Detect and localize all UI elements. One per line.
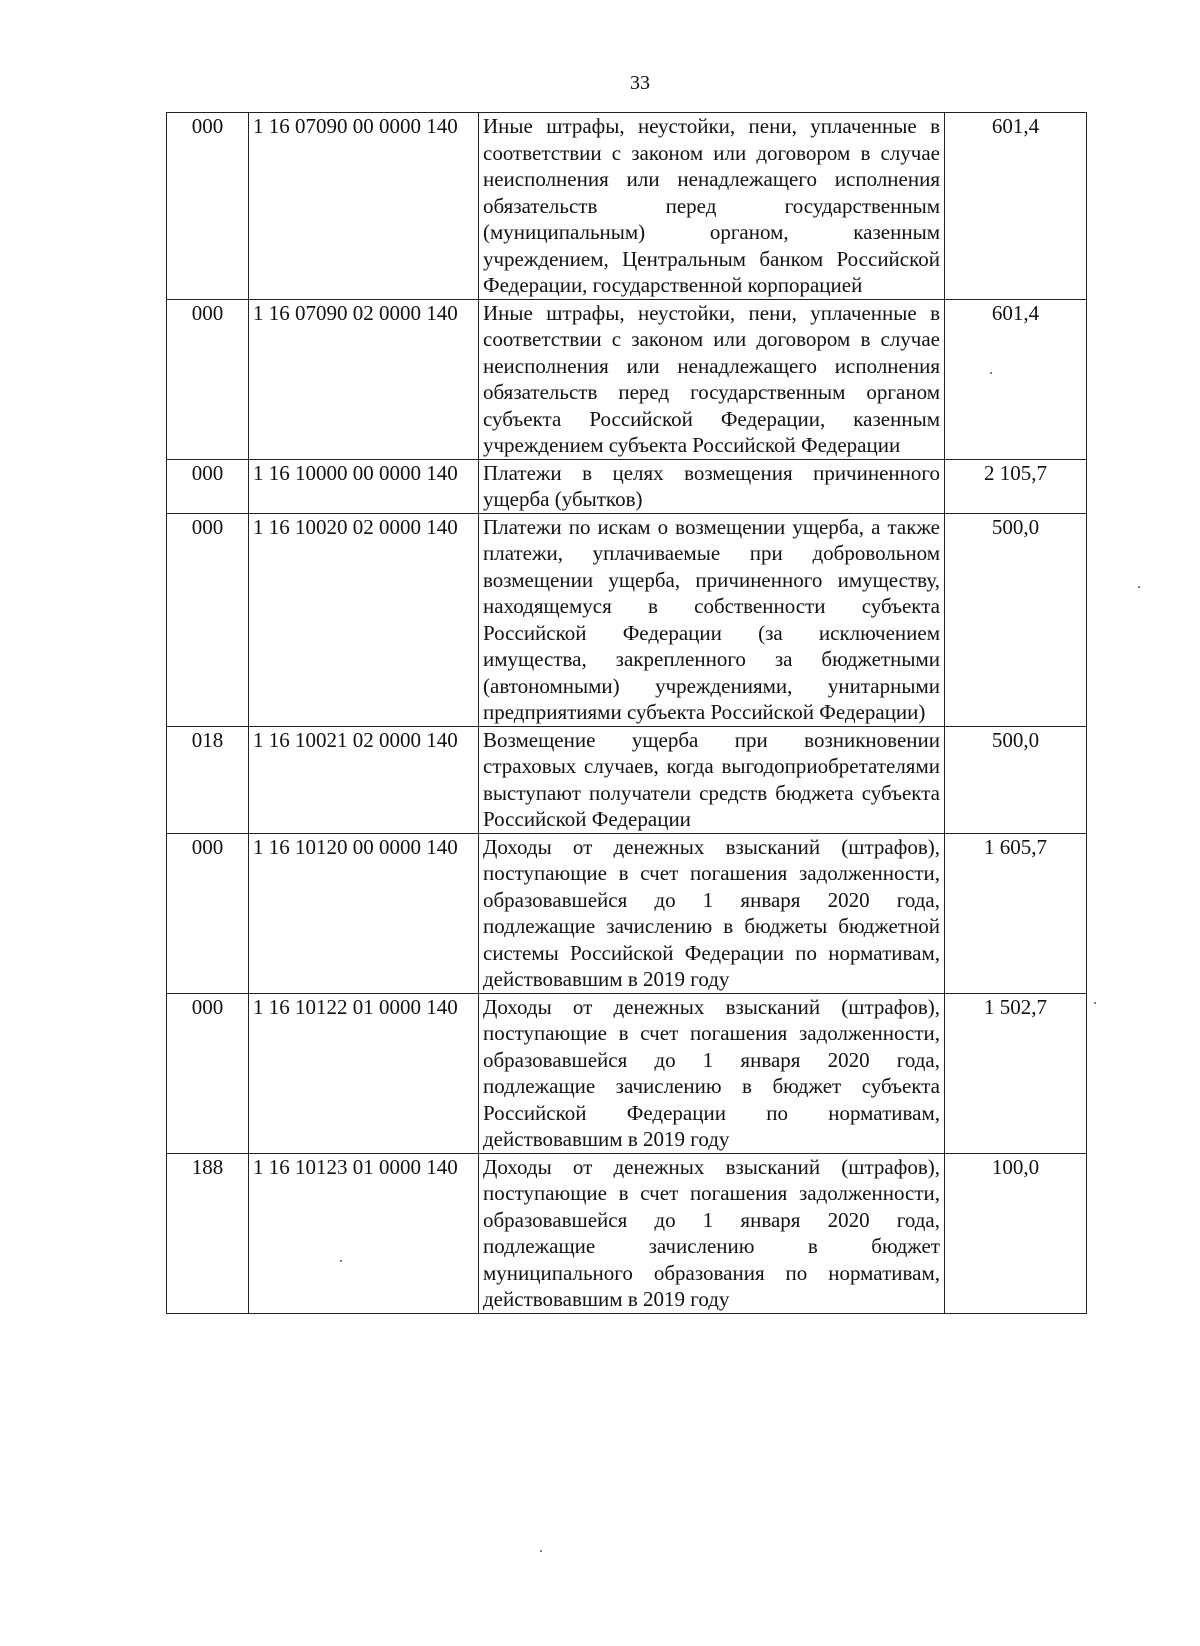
amount-cell: 500,0	[945, 726, 1087, 833]
revenue-name-cell: Доходы от денежных взысканий (штрафов), поступающие в счет погашения задолженности, образовавшейся до 1 января 2020 года, подлежащие зачислению в бюджеты бюджетной системы Российской Федерации по нормативам, действовавшим в 2019 году	[479, 833, 945, 993]
budget-code-cell: 1 16 10020 02 0000 140	[249, 513, 479, 726]
revenue-name-cell: Доходы от денежных взысканий (штрафов), поступающие в счет погашения задолженности, образовавшейся до 1 января 2020 года, подлежащие зачислению в бюджет муниципального образования по нормативам, действовавшим в 2019 году	[479, 1153, 945, 1313]
revenue-name-cell: Доходы от денежных взысканий (штрафов), поступающие в счет погашения задолженности, образовавшейся до 1 января 2020 года, подлежащие зачислению в бюджет субъекта Российской Федерации по нормативам, действовавшим в 2019 году	[479, 993, 945, 1153]
table-row	[167, 113, 1087, 300]
budget-code-cell: 1 16 10021 02 0000 140	[249, 726, 479, 833]
table-row	[167, 1153, 1087, 1313]
amount-cell: 500,0	[945, 513, 1087, 726]
admin-code-cell: 188	[167, 1153, 249, 1313]
revenue-name-cell: Платежи в целях возмещения причиненного ущерба (убытков)	[479, 459, 945, 513]
budget-code-cell: 1 16 10122 01 0000 140	[249, 993, 479, 1153]
budget-code-cell: 1 16 10000 00 0000 140	[249, 459, 479, 513]
amount-cell: 100,0	[945, 1153, 1087, 1313]
budget-code-cell: 1 16 07090 02 0000 140	[249, 299, 479, 459]
amount-cell: 601,4	[945, 113, 1087, 300]
revenue-table-body	[167, 113, 1087, 1314]
amount-cell: 1 502,7	[945, 993, 1087, 1153]
admin-code-cell: 018	[167, 726, 249, 833]
revenue-name-cell: Иные штрафы, неустойки, пени, уплаченные в соответствии с законом или договором в случае неисполнения или ненадлежащего исполнения обязательств перед государственным (муниципальным) органом, казенным учреждением, Центральным банком Российской Федерации, государственной корпорацией	[479, 113, 945, 300]
table-row	[167, 513, 1087, 726]
amount-cell: 1 605,7	[945, 833, 1087, 993]
budget-code-cell: 1 16 10120 00 0000 140	[249, 833, 479, 993]
admin-code-cell: 000	[167, 113, 249, 300]
admin-code-cell: 000	[167, 993, 249, 1153]
table-row	[167, 993, 1087, 1153]
amount-cell: 2 105,7	[945, 459, 1087, 513]
budget-code-cell: 1 16 10123 01 0000 140	[249, 1153, 479, 1313]
revenue-name-cell: Платежи по искам о возмещении ущерба, а также платежи, уплачиваемые при добровольном возмещении ущерба, причиненного имуществу, находящемуся в собственности субъекта Российской Федерации (за исключением имущества, закрепленного за бюджетными (автономными) учреждениями, унитарными предприятиями субъекта Российской Федерации)	[479, 513, 945, 726]
table-row	[167, 299, 1087, 459]
admin-code-cell: 000	[167, 513, 249, 726]
admin-code-cell: 000	[167, 459, 249, 513]
admin-code-cell: 000	[167, 833, 249, 993]
revenue-name-cell: Иные штрафы, неустойки, пени, уплаченные в соответствии с законом или договором в случае неисполнения или ненадлежащего исполнения обязательств перед государственным органом субъекта Российской Федерации, казенным учреждением субъекта Российской Федерации	[479, 299, 945, 459]
table-row	[167, 459, 1087, 513]
revenue-name-cell: Возмещение ущерба при возникновении страховых случаев, когда выгодоприобретателями выступают получатели средств бюджета субъекта Российской Федерации	[479, 726, 945, 833]
table-row	[167, 726, 1087, 833]
admin-code-cell: 000	[167, 299, 249, 459]
amount-cell: 601,4	[945, 299, 1087, 459]
page-number: 33	[630, 72, 650, 94]
table-row	[167, 833, 1087, 993]
budget-code-cell: 1 16 07090 00 0000 140	[249, 113, 479, 300]
revenue-table	[166, 112, 1087, 1314]
